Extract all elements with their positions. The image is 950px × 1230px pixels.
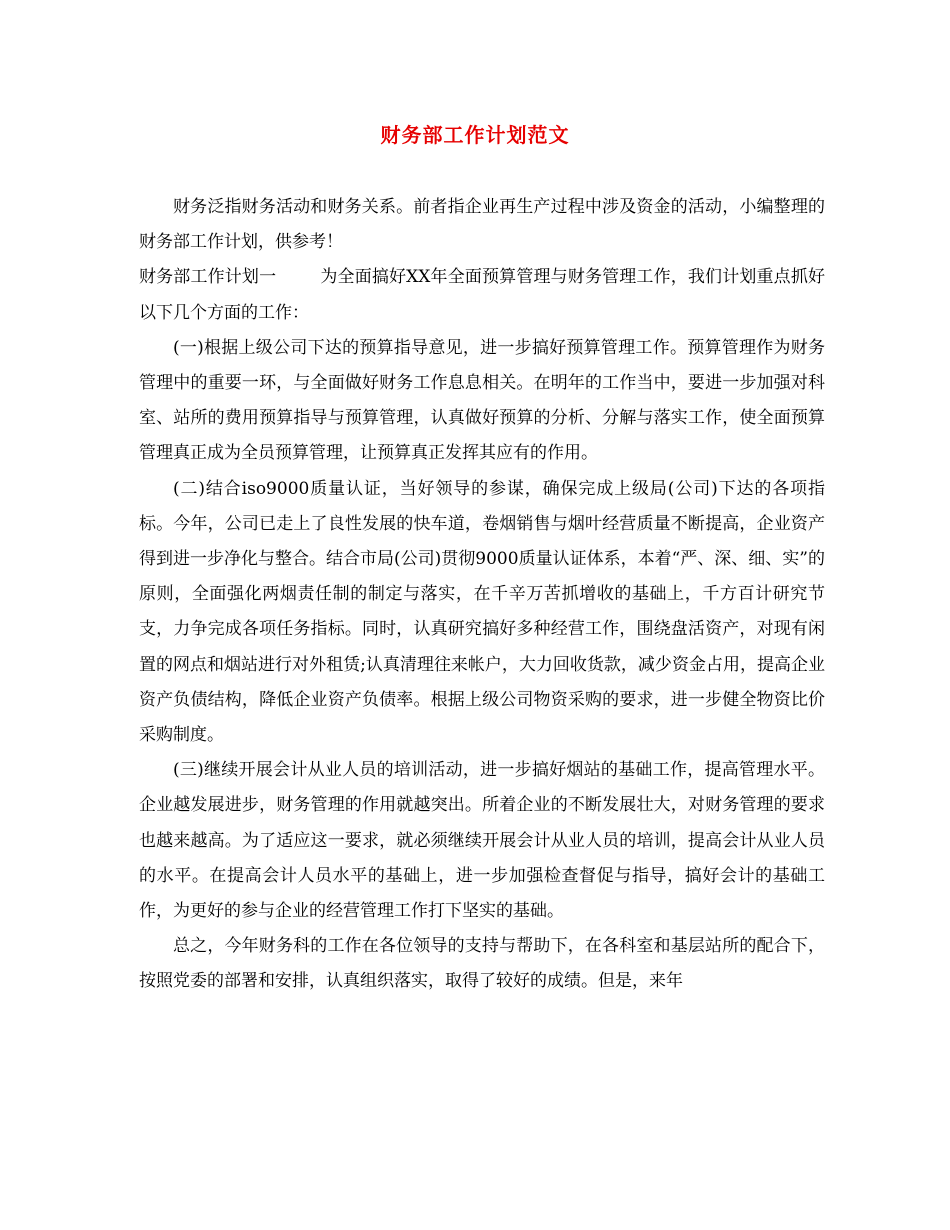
- summary-paragraph: 总之，今年财务科的工作在各位领导的支持与帮助下，在各科室和基层站所的配合下，按照党委的部署和安排，认真组织落实，取得了较好的成绩。但是，来年: [139, 936, 825, 992]
- page-title: 财务部工作计划范文: [380, 123, 570, 147]
- plan-paragraph: [139, 260, 825, 330]
- intro-paragraph: 财务泛指财务活动和财务关系。前者指企业再生产过程中涉及资金的活动，小编整理的财务部工作计划，供参考！: [139, 197, 825, 253]
- document-body: [139, 190, 825, 1000]
- section-paragraph-2: (二)结合iso9000质量认证，当好领导的参谋，确保完成上级局(公司)下达的各项指标。今年，公司已走上了良性发展的快车道，卷烟销售与烟叶经营质量不断提高，企业资产得到进一步净化与整合。结合市局(公司)贯彻9000质量认证体系，本着“严、深、细、实”的原则，全面强化两烟责任制的制定与落实，在千辛万苦抓增收的基础上，千方百计研究节支，力争完成各项任务指标。同时，认真研究搞好多种经营工作，围绕盘活资产，对现有闲置的网点和烟站进行对外租赁;认真清理往来帐户，大力回收货款，减少资金占用，提高企业资产负债结构，降低企业资产负债率。根据上级公司物资采购的要求，进一步健全物资比价采购制度。: [139, 478, 825, 746]
- section-paragraph-1: (一)根据上级公司下达的预算指导意见，进一步搞好预算管理工作。预算管理作为财务管理中的重要一环，与全面做好财务工作息息相关。在明年的工作当中，要进一步加强对科室、站所的费用预算指导与预算管理，认真做好预算的分析、分解与落实工作，使全面预算管理真正成为全员预算管理，让预算真正发挥其应有的作用。: [139, 337, 825, 464]
- plan-heading: 财务部工作计划一: [139, 267, 277, 288]
- plan-intro: 为全面搞好XX年全面预算管理与财务管理工作，我们计划重点抓好以下几个方面的工作：: [139, 267, 825, 323]
- section-paragraph-3: (三)继续开展会计从业人员的培训活动，进一步搞好烟站的基础工作，提高管理水平。企业越发展进步，财务管理的作用就越突出。所着企业的不断发展壮大，对财务管理的要求也越来越高。为了适应这一要求，就必须继续开展会计从业人员的培训，提高会计从业人员的水平。在提高会计人员水平的基础上，进一步加强检查督促与指导，搞好会计的基础工作，为更好的参与企业的经营管理工作打下坚实的基础。: [139, 760, 825, 922]
